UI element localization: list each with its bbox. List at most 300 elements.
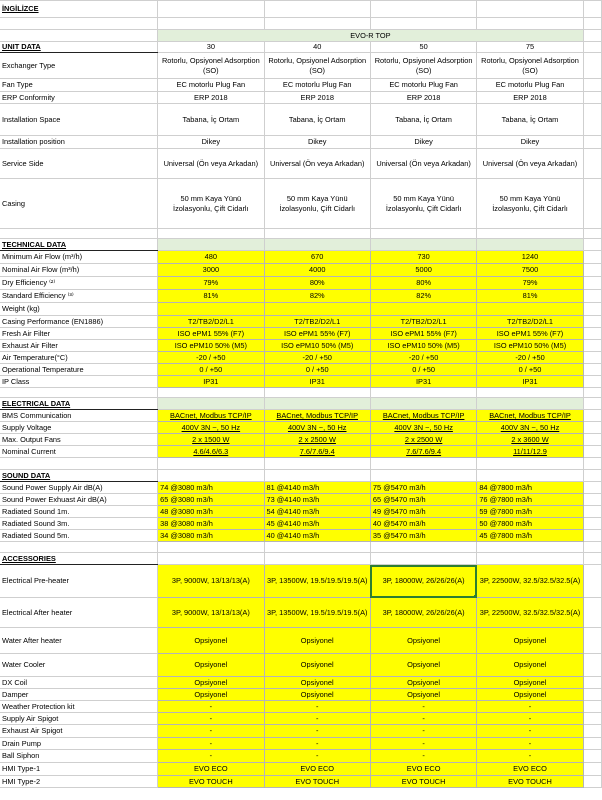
- unit_data-value[interactable]: ERP 2018: [370, 92, 476, 104]
- unit_data-value[interactable]: 50 mm Kaya Yünü İzolasyonlu, Çift Cidarlı: [477, 179, 583, 229]
- accessories-value[interactable]: -: [264, 713, 370, 725]
- technical_data-value[interactable]: 1240: [477, 251, 583, 264]
- empty-cell[interactable]: [583, 446, 601, 458]
- technical_data-value[interactable]: 0 / +50: [158, 364, 264, 376]
- empty-cell[interactable]: [477, 542, 583, 553]
- technical_data-value[interactable]: 81%: [158, 290, 264, 303]
- accessories-value[interactable]: -: [158, 713, 264, 725]
- empty-cell[interactable]: [264, 18, 370, 30]
- empty-cell[interactable]: [583, 18, 601, 30]
- sound_data-value[interactable]: 81 @4140 m3/h: [264, 482, 370, 494]
- model-number[interactable]: 75: [477, 42, 583, 53]
- electrical_data-value[interactable]: 2 x 3600 W: [477, 434, 583, 446]
- sound_data-value[interactable]: 34 @3080 m3/h: [158, 530, 264, 542]
- empty-cell[interactable]: [583, 251, 601, 264]
- accessories-value[interactable]: Opsiyonel: [370, 689, 476, 701]
- accessories-heading[interactable]: ACCESSORIES: [0, 553, 158, 565]
- accessories-value[interactable]: Opsiyonel: [158, 689, 264, 701]
- electrical_data-value[interactable]: 400V 3N ~, 50 Hz: [477, 422, 583, 434]
- accessories-value[interactable]: -: [477, 725, 583, 738]
- empty-cell[interactable]: [583, 136, 601, 149]
- empty-cell[interactable]: [158, 542, 264, 553]
- unit_data-label[interactable]: ERP Conformity: [0, 92, 158, 104]
- unit_data-value[interactable]: Dikey: [264, 136, 370, 149]
- empty-cell[interactable]: [370, 239, 476, 251]
- model-number[interactable]: 40: [264, 42, 370, 53]
- unit_data-label[interactable]: Installation Space: [0, 104, 158, 136]
- technical_data-value[interactable]: 7500: [477, 264, 583, 277]
- sound_data-value[interactable]: 65 @3080 m3/h: [158, 494, 264, 506]
- empty-cell[interactable]: [477, 470, 583, 482]
- empty-cell[interactable]: [0, 30, 158, 42]
- accessories-value[interactable]: -: [158, 701, 264, 713]
- technical_data-value[interactable]: T2/TB2/D2/L1: [477, 316, 583, 328]
- sound_data-label[interactable]: Radiated Sound 5m.: [0, 530, 158, 542]
- empty-cell[interactable]: [583, 30, 601, 42]
- electrical_data-value[interactable]: 11/11/12.9: [477, 446, 583, 458]
- unit_data-value[interactable]: Rotorlu, Opsiyonel Adsorption (SO): [477, 53, 583, 79]
- technical_data-value[interactable]: [264, 303, 370, 316]
- sound_data-value[interactable]: 48 @3080 m3/h: [158, 506, 264, 518]
- empty-cell[interactable]: [370, 398, 476, 410]
- accessories-label[interactable]: Supply Air Spigot: [0, 713, 158, 725]
- technical_data-label[interactable]: Air Temperature(°C): [0, 352, 158, 364]
- sound_data-value[interactable]: 75 @5470 m3/h: [370, 482, 476, 494]
- empty-cell[interactable]: [264, 1, 370, 18]
- accessories-value[interactable]: -: [477, 750, 583, 763]
- empty-cell[interactable]: [370, 458, 476, 470]
- technical_data-value[interactable]: T2/TB2/D2/L1: [158, 316, 264, 328]
- empty-cell[interactable]: [0, 229, 158, 239]
- empty-cell[interactable]: [583, 701, 601, 713]
- sheet-title[interactable]: İNGİLİZCE: [0, 1, 158, 18]
- unit_data-value[interactable]: 50 mm Kaya Yünü İzolasyonlu, Çift Cidarlı: [370, 179, 476, 229]
- empty-cell[interactable]: [264, 239, 370, 251]
- technical_data-label[interactable]: Weight (kg): [0, 303, 158, 316]
- unit_data-value[interactable]: Universal (Ön veya Arkadan): [477, 149, 583, 179]
- unit-data-heading[interactable]: UNIT DATA: [0, 42, 158, 53]
- accessories-value[interactable]: EVO ECO: [477, 763, 583, 776]
- technical_data-value[interactable]: IP31: [370, 376, 476, 388]
- technical_data-value[interactable]: 0 / +50: [264, 364, 370, 376]
- unit_data-value[interactable]: Tabana, İç Ortam: [477, 104, 583, 136]
- electrical_data-value[interactable]: BACnet, Modbus TCP/IP: [370, 410, 476, 422]
- accessories-value[interactable]: EVO ECO: [264, 763, 370, 776]
- sound_data-value[interactable]: 40 @4140 m3/h: [264, 530, 370, 542]
- electrical_data-value[interactable]: BACnet, Modbus TCP/IP: [477, 410, 583, 422]
- technical_data-value[interactable]: 0 / +50: [477, 364, 583, 376]
- electrical_data-label[interactable]: BMS Communication: [0, 410, 158, 422]
- accessories-value[interactable]: EVO TOUCH: [158, 776, 264, 788]
- sound_data-value[interactable]: 35 @5470 m3/h: [370, 530, 476, 542]
- empty-cell[interactable]: [0, 388, 158, 398]
- unit_data-value[interactable]: Universal (Ön veya Arkadan): [264, 149, 370, 179]
- accessories-value[interactable]: -: [370, 738, 476, 750]
- empty-cell[interactable]: [583, 53, 601, 79]
- accessories-value[interactable]: 3P, 9000W, 13/13/13(A): [158, 565, 264, 598]
- electrical_data-value[interactable]: 2 x 1500 W: [158, 434, 264, 446]
- technical_data-value[interactable]: 80%: [370, 277, 476, 290]
- technical_data-value[interactable]: 82%: [264, 290, 370, 303]
- empty-cell[interactable]: [583, 229, 601, 239]
- technical_data-value[interactable]: -20 / +50: [477, 352, 583, 364]
- accessories-value[interactable]: EVO ECO: [370, 763, 476, 776]
- empty-cell[interactable]: [583, 763, 601, 776]
- accessories-label[interactable]: Ball Siphon: [0, 750, 158, 763]
- technical_data-value[interactable]: ISO ePM10 50% (M5): [158, 340, 264, 352]
- unit_data-value[interactable]: Tabana, İç Ortam: [158, 104, 264, 136]
- accessories-value[interactable]: -: [158, 738, 264, 750]
- accessories-value[interactable]: Opsiyonel: [370, 677, 476, 689]
- sound_data-value[interactable]: 45 @7800 m3/h: [477, 530, 583, 542]
- technical_data-value[interactable]: -20 / +50: [264, 352, 370, 364]
- sound_data-value[interactable]: 50 @7800 m3/h: [477, 518, 583, 530]
- empty-cell[interactable]: [583, 530, 601, 542]
- electrical_data-value[interactable]: 7.6/7.6/9.4: [370, 446, 476, 458]
- unit_data-label[interactable]: Exchanger Type: [0, 53, 158, 79]
- empty-cell[interactable]: [583, 149, 601, 179]
- accessories-value[interactable]: 3P, 9000W, 13/13/13(A): [158, 598, 264, 628]
- empty-cell[interactable]: [583, 79, 601, 92]
- technical_data-label[interactable]: Operational Temperature: [0, 364, 158, 376]
- sound_data-heading[interactable]: SOUND DATA: [0, 470, 158, 482]
- unit_data-value[interactable]: 50 mm Kaya Yünü İzolasyonlu, Çift Cidarlı: [158, 179, 264, 229]
- empty-cell[interactable]: [583, 398, 601, 410]
- electrical_data-value[interactable]: 2 x 2500 W: [370, 434, 476, 446]
- accessories-value[interactable]: EVO TOUCH: [264, 776, 370, 788]
- technical_data-label[interactable]: Minimum Air Flow (m³/h): [0, 251, 158, 264]
- accessories-label[interactable]: Exhaust Air Spigot: [0, 725, 158, 738]
- empty-cell[interactable]: [583, 713, 601, 725]
- accessories-value[interactable]: Opsiyonel: [264, 628, 370, 654]
- accessories-label[interactable]: HMI Type-1: [0, 763, 158, 776]
- empty-cell[interactable]: [583, 725, 601, 738]
- empty-cell[interactable]: [583, 410, 601, 422]
- unit_data-value[interactable]: EC motorlu Plug Fan: [158, 79, 264, 92]
- electrical_data-label[interactable]: Supply Voltage: [0, 422, 158, 434]
- accessories-label[interactable]: Electrical After heater: [0, 598, 158, 628]
- accessories-value[interactable]: 3P, 13500W, 19.5/19.5/19.5(A): [264, 565, 370, 598]
- empty-cell[interactable]: [583, 422, 601, 434]
- accessories-value[interactable]: Opsiyonel: [477, 628, 583, 654]
- empty-cell[interactable]: [158, 470, 264, 482]
- sound_data-value[interactable]: 84 @7800 m3/h: [477, 482, 583, 494]
- accessories-value[interactable]: 3P, 13500W, 19.5/19.5/19.5(A): [264, 598, 370, 628]
- accessories-value[interactable]: Opsiyonel: [264, 654, 370, 677]
- technical_data-value[interactable]: ISO ePM10 50% (M5): [370, 340, 476, 352]
- sound_data-value[interactable]: 38 @3080 m3/h: [158, 518, 264, 530]
- accessories-value[interactable]: 3P, 22500W, 32.5/32.5/32.5(A): [477, 598, 583, 628]
- unit_data-label[interactable]: Installation position: [0, 136, 158, 149]
- accessories-value[interactable]: Opsiyonel: [370, 654, 476, 677]
- technical_data-value[interactable]: [370, 303, 476, 316]
- empty-cell[interactable]: [264, 458, 370, 470]
- electrical_data-heading[interactable]: ELECTRICAL DATA: [0, 398, 158, 410]
- empty-cell[interactable]: [583, 518, 601, 530]
- empty-cell[interactable]: [158, 458, 264, 470]
- empty-cell[interactable]: [158, 398, 264, 410]
- sound_data-value[interactable]: 45 @4140 m3/h: [264, 518, 370, 530]
- technical_data-value[interactable]: IP31: [264, 376, 370, 388]
- technical_data-value[interactable]: IP31: [477, 376, 583, 388]
- technical_data-label[interactable]: Dry Efficiency ⁽²⁾: [0, 277, 158, 290]
- technical_data-value[interactable]: 80%: [264, 277, 370, 290]
- technical_data-value[interactable]: ISO ePM1 55% (F7): [158, 328, 264, 340]
- empty-cell[interactable]: [477, 388, 583, 398]
- unit_data-value[interactable]: Dikey: [477, 136, 583, 149]
- empty-cell[interactable]: [264, 553, 370, 565]
- empty-cell[interactable]: [583, 458, 601, 470]
- empty-cell[interactable]: [370, 229, 476, 239]
- empty-cell[interactable]: [370, 470, 476, 482]
- empty-cell[interactable]: [370, 542, 476, 553]
- empty-cell[interactable]: [583, 506, 601, 518]
- empty-cell[interactable]: [264, 388, 370, 398]
- technical_data-value[interactable]: [477, 303, 583, 316]
- accessories-label[interactable]: Water After heater: [0, 628, 158, 654]
- empty-cell[interactable]: [0, 458, 158, 470]
- empty-cell[interactable]: [583, 470, 601, 482]
- unit_data-value[interactable]: Rotorlu, Opsiyonel Adsorption (SO): [158, 53, 264, 79]
- accessories-value[interactable]: -: [370, 701, 476, 713]
- accessories-value[interactable]: -: [477, 701, 583, 713]
- empty-cell[interactable]: [370, 388, 476, 398]
- model-number[interactable]: 50: [370, 42, 476, 53]
- electrical_data-value[interactable]: BACnet, Modbus TCP/IP: [158, 410, 264, 422]
- accessories-value[interactable]: -: [264, 738, 370, 750]
- empty-cell[interactable]: [0, 18, 158, 30]
- accessories-value[interactable]: Opsiyonel: [158, 677, 264, 689]
- technical_data-label[interactable]: Nominal Air Flow (m³/h): [0, 264, 158, 277]
- empty-cell[interactable]: [583, 239, 601, 251]
- empty-cell[interactable]: [583, 364, 601, 376]
- electrical_data-value[interactable]: 2 x 2500 W: [264, 434, 370, 446]
- accessories-value[interactable]: 3P, 18000W, 26/26/26(A): [370, 565, 476, 598]
- unit_data-label[interactable]: Casing: [0, 179, 158, 229]
- empty-cell[interactable]: [583, 565, 601, 598]
- accessories-label[interactable]: Electrical Pre-heater: [0, 565, 158, 598]
- unit_data-value[interactable]: ERP 2018: [264, 92, 370, 104]
- unit_data-label[interactable]: Fan Type: [0, 79, 158, 92]
- empty-cell[interactable]: [583, 1, 601, 18]
- electrical_data-value[interactable]: 400V 3N ~, 50 Hz: [264, 422, 370, 434]
- empty-cell[interactable]: [583, 104, 601, 136]
- technical_data-value[interactable]: ISO ePM10 50% (M5): [477, 340, 583, 352]
- technical_data-value[interactable]: 0 / +50: [370, 364, 476, 376]
- accessories-label[interactable]: Weather Protection kit: [0, 701, 158, 713]
- empty-cell[interactable]: [583, 328, 601, 340]
- accessories-value[interactable]: Opsiyonel: [477, 654, 583, 677]
- empty-cell[interactable]: [583, 738, 601, 750]
- empty-cell[interactable]: [583, 434, 601, 446]
- technical_data-value[interactable]: 4000: [264, 264, 370, 277]
- accessories-value[interactable]: Opsiyonel: [370, 628, 476, 654]
- sound_data-value[interactable]: 73 @4140 m3/h: [264, 494, 370, 506]
- technical_data-value[interactable]: -20 / +50: [370, 352, 476, 364]
- sound_data-label[interactable]: Radiated Sound 3m.: [0, 518, 158, 530]
- sound_data-label[interactable]: Radiated Sound 1m.: [0, 506, 158, 518]
- accessories-value[interactable]: -: [477, 713, 583, 725]
- empty-cell[interactable]: [583, 654, 601, 677]
- unit_data-value[interactable]: ERP 2018: [477, 92, 583, 104]
- technical_data-value[interactable]: ISO ePM1 55% (F7): [370, 328, 476, 340]
- unit_data-label[interactable]: Service Side: [0, 149, 158, 179]
- accessories-label[interactable]: HMI Type-2: [0, 776, 158, 788]
- accessories-value[interactable]: -: [158, 725, 264, 738]
- technical_data-value[interactable]: 3000: [158, 264, 264, 277]
- empty-cell[interactable]: [477, 1, 583, 18]
- technical_data-value[interactable]: 5000: [370, 264, 476, 277]
- empty-cell[interactable]: [583, 776, 601, 788]
- technical_data-value[interactable]: ISO ePM1 55% (F7): [477, 328, 583, 340]
- empty-cell[interactable]: [583, 482, 601, 494]
- unit_data-value[interactable]: Dikey: [370, 136, 476, 149]
- empty-cell[interactable]: [583, 303, 601, 316]
- accessories-value[interactable]: Opsiyonel: [477, 677, 583, 689]
- sound_data-value[interactable]: 54 @4140 m3/h: [264, 506, 370, 518]
- unit_data-value[interactable]: Rotorlu, Opsiyonel Adsorption (SO): [370, 53, 476, 79]
- technical_data-value[interactable]: IP31: [158, 376, 264, 388]
- empty-cell[interactable]: [0, 542, 158, 553]
- accessories-value[interactable]: Opsiyonel: [158, 628, 264, 654]
- unit_data-value[interactable]: Dikey: [158, 136, 264, 149]
- empty-cell[interactable]: [583, 340, 601, 352]
- accessories-value[interactable]: Opsiyonel: [264, 689, 370, 701]
- sound_data-value[interactable]: 65 @5470 m3/h: [370, 494, 476, 506]
- empty-cell[interactable]: [583, 494, 601, 506]
- electrical_data-value[interactable]: BACnet, Modbus TCP/IP: [264, 410, 370, 422]
- technical_data-value[interactable]: ISO ePM1 55% (F7): [264, 328, 370, 340]
- empty-cell[interactable]: [583, 264, 601, 277]
- electrical_data-value[interactable]: 400V 3N ~, 50 Hz: [158, 422, 264, 434]
- accessories-value[interactable]: Opsiyonel: [264, 677, 370, 689]
- technical_data-value[interactable]: ISO ePM10 50% (M5): [264, 340, 370, 352]
- technical_data-value[interactable]: 79%: [477, 277, 583, 290]
- technical_data-label[interactable]: IP Class: [0, 376, 158, 388]
- accessories-value[interactable]: -: [264, 725, 370, 738]
- accessories-value[interactable]: -: [264, 701, 370, 713]
- empty-cell[interactable]: [583, 277, 601, 290]
- accessories-value[interactable]: -: [370, 750, 476, 763]
- empty-cell[interactable]: [583, 689, 601, 701]
- technical_data-label[interactable]: Exhaust Air Filter: [0, 340, 158, 352]
- accessories-value[interactable]: EVO TOUCH: [370, 776, 476, 788]
- technical_data-value[interactable]: T2/TB2/D2/L1: [370, 316, 476, 328]
- sound_data-label[interactable]: Sound Power Supply Air dB(A): [0, 482, 158, 494]
- empty-cell[interactable]: [583, 677, 601, 689]
- accessories-label[interactable]: DX Coil: [0, 677, 158, 689]
- empty-cell[interactable]: [477, 18, 583, 30]
- technical_data-value[interactable]: 79%: [158, 277, 264, 290]
- sound_data-value[interactable]: 76 @7800 m3/h: [477, 494, 583, 506]
- empty-cell[interactable]: [158, 388, 264, 398]
- unit_data-value[interactable]: Tabana, İç Ortam: [264, 104, 370, 136]
- accessories-value[interactable]: Opsiyonel: [158, 654, 264, 677]
- technical_data-value[interactable]: [158, 303, 264, 316]
- accessories-label[interactable]: Drain Pump: [0, 738, 158, 750]
- technical_data-value[interactable]: T2/TB2/D2/L1: [264, 316, 370, 328]
- unit_data-value[interactable]: Tabana, İç Ortam: [370, 104, 476, 136]
- empty-cell[interactable]: [583, 388, 601, 398]
- electrical_data-label[interactable]: Nominal Current: [0, 446, 158, 458]
- sound_data-label[interactable]: Sound Power Exhuast Air dB(A): [0, 494, 158, 506]
- empty-cell[interactable]: [583, 598, 601, 628]
- empty-cell[interactable]: [583, 92, 601, 104]
- empty-cell[interactable]: [370, 18, 476, 30]
- unit_data-value[interactable]: ERP 2018: [158, 92, 264, 104]
- technical_data-label[interactable]: Fresh Air Filter: [0, 328, 158, 340]
- empty-cell[interactable]: [477, 239, 583, 251]
- accessories-value[interactable]: 3P, 18000W, 26/26/26(A): [370, 598, 476, 628]
- sound_data-value[interactable]: 40 @5470 m3/h: [370, 518, 476, 530]
- technical_data-value[interactable]: 730: [370, 251, 476, 264]
- accessories-value[interactable]: -: [158, 750, 264, 763]
- unit_data-value[interactable]: EC motorlu Plug Fan: [477, 79, 583, 92]
- accessories-value[interactable]: Opsiyonel: [477, 689, 583, 701]
- empty-cell[interactable]: [583, 628, 601, 654]
- empty-cell[interactable]: [583, 542, 601, 553]
- electrical_data-label[interactable]: Max. Output Fans: [0, 434, 158, 446]
- accessories-value[interactable]: -: [370, 725, 476, 738]
- unit_data-value[interactable]: EC motorlu Plug Fan: [370, 79, 476, 92]
- empty-cell[interactable]: [583, 553, 601, 565]
- empty-cell[interactable]: [477, 398, 583, 410]
- accessories-value[interactable]: EVO ECO: [158, 763, 264, 776]
- empty-cell[interactable]: [583, 290, 601, 303]
- accessories-value[interactable]: -: [370, 713, 476, 725]
- unit_data-value[interactable]: Universal (Ön veya Arkadan): [158, 149, 264, 179]
- empty-cell[interactable]: [583, 352, 601, 364]
- technical_data-value[interactable]: 82%: [370, 290, 476, 303]
- empty-cell[interactable]: [158, 553, 264, 565]
- technical_data-label[interactable]: Standard Efficiency ⁽³⁾: [0, 290, 158, 303]
- empty-cell[interactable]: [264, 229, 370, 239]
- technical_data-label[interactable]: Casing Performance (EN1886): [0, 316, 158, 328]
- empty-cell[interactable]: [583, 750, 601, 763]
- accessories-value[interactable]: EVO TOUCH: [477, 776, 583, 788]
- technical_data-value[interactable]: 670: [264, 251, 370, 264]
- empty-cell[interactable]: [583, 376, 601, 388]
- unit_data-value[interactable]: Rotorlu, Opsiyonel Adsorption (SO): [264, 53, 370, 79]
- unit_data-value[interactable]: 50 mm Kaya Yünü İzolasyonlu, Çift Cidarlı: [264, 179, 370, 229]
- accessories-value[interactable]: -: [264, 750, 370, 763]
- sound_data-value[interactable]: 59 @7800 m3/h: [477, 506, 583, 518]
- empty-cell[interactable]: [158, 229, 264, 239]
- unit_data-value[interactable]: EC motorlu Plug Fan: [264, 79, 370, 92]
- accessories-label[interactable]: Damper: [0, 689, 158, 701]
- technical_data-value[interactable]: 81%: [477, 290, 583, 303]
- sound_data-value[interactable]: 49 @5470 m3/h: [370, 506, 476, 518]
- empty-cell[interactable]: [158, 239, 264, 251]
- empty-cell[interactable]: [158, 1, 264, 18]
- technical_data-value[interactable]: 480: [158, 251, 264, 264]
- unit_data-value[interactable]: Universal (Ön veya Arkadan): [370, 149, 476, 179]
- empty-cell[interactable]: [583, 42, 601, 53]
- empty-cell[interactable]: [158, 18, 264, 30]
- sound_data-value[interactable]: 74 @3080 m3/h: [158, 482, 264, 494]
- electrical_data-value[interactable]: 4.6/4.6/6.3: [158, 446, 264, 458]
- empty-cell[interactable]: [370, 1, 476, 18]
- empty-cell[interactable]: [477, 458, 583, 470]
- empty-cell[interactable]: [583, 316, 601, 328]
- technical_data-value[interactable]: -20 / +50: [158, 352, 264, 364]
- empty-cell[interactable]: [264, 470, 370, 482]
- product-name[interactable]: EVO-R TOP: [158, 30, 584, 42]
- accessories-value[interactable]: 3P, 22500W, 32.5/32.5/32.5(A): [477, 565, 583, 598]
- empty-cell[interactable]: [583, 179, 601, 229]
- accessories-value[interactable]: -: [477, 738, 583, 750]
- empty-cell[interactable]: [264, 542, 370, 553]
